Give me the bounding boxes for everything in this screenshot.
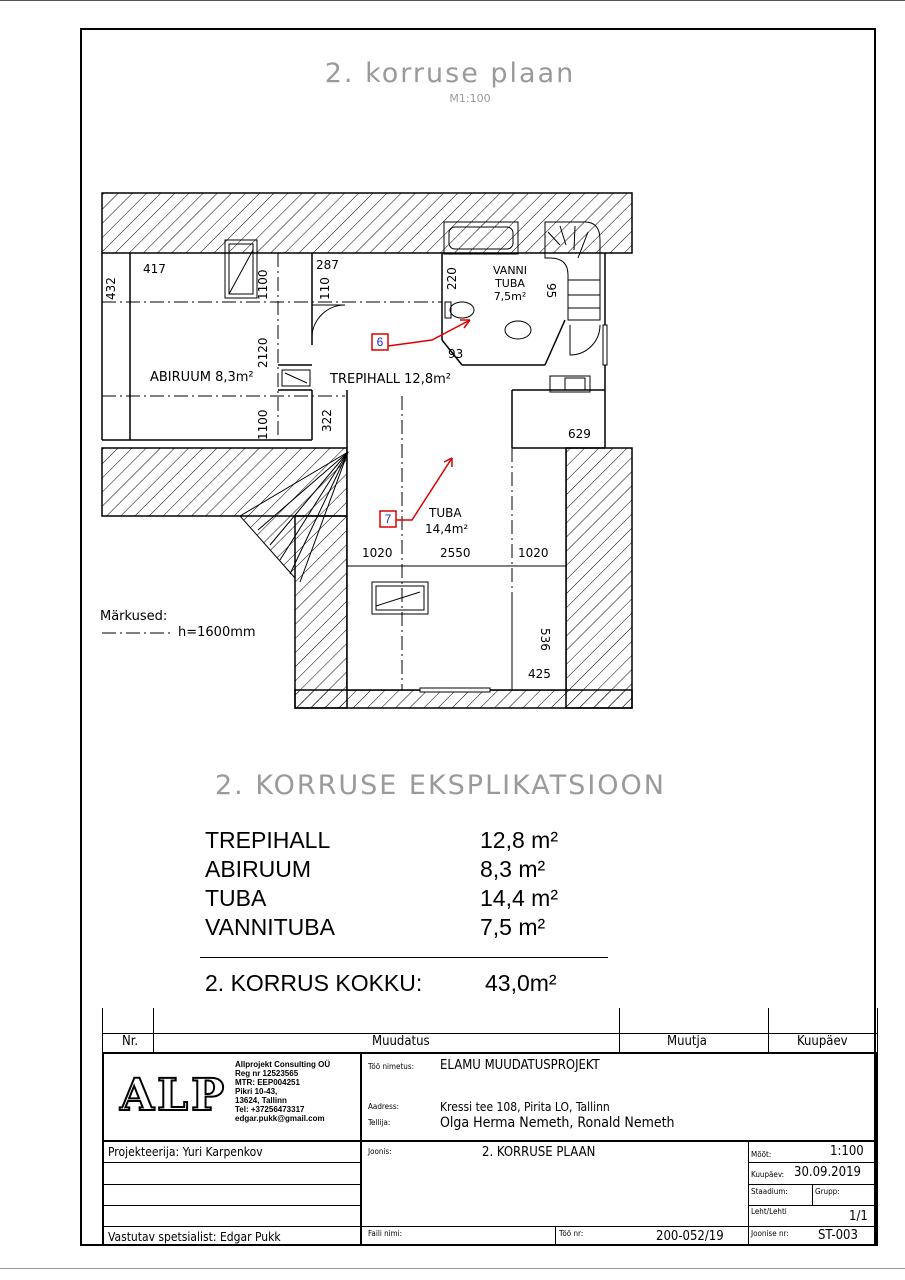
client: Olga Herma Nemeth, Ronald Nemeth (440, 1115, 675, 1131)
dim-432: 432 (104, 277, 118, 300)
room-vannituba-name2: TUBA (495, 277, 525, 290)
roof-hatch-bottom (295, 690, 632, 708)
row-area: 14,4 m² (480, 885, 558, 911)
sheet-value: 1/1 (849, 1209, 868, 1224)
dim-417: 417 (143, 262, 166, 276)
roof-hatch-left (102, 448, 347, 708)
window-right (603, 325, 607, 365)
revision-table (102, 1008, 878, 1052)
remarks-title: Märkused: (100, 609, 168, 624)
marker-7-label: 7 (384, 512, 392, 526)
dim-425: 425 (528, 667, 551, 681)
company-reg: Reg nr 12523565 (235, 1069, 299, 1078)
company-email: edgar.pukk@gmail.com (235, 1114, 325, 1123)
dim-95: 95 (544, 283, 558, 299)
rev-line-top (102, 1008, 103, 1052)
dim-536: 536 (538, 628, 552, 651)
room-abiruum-name: ABIRUUM (150, 370, 211, 385)
tb-vsep2 (748, 1140, 749, 1244)
company-logo: ALP (120, 1070, 228, 1121)
explication-divider (200, 957, 608, 958)
date-value: 30.09.2019 (794, 1165, 861, 1180)
page-bottom-edge (0, 1268, 905, 1269)
rev-nr: Nr. (122, 1034, 139, 1049)
door-abiruum (312, 305, 345, 340)
explication-total (205, 970, 557, 997)
room-trepihall (330, 372, 451, 387)
roof-hatch-right (566, 448, 632, 708)
rev-sep2 (619, 1008, 620, 1052)
explication-title: 2. KORRUSE EKSPLIKATSIOON (215, 770, 666, 801)
rev-hline (102, 1033, 878, 1034)
dim-220: 220 (445, 267, 459, 290)
group-label: Grupp: (815, 1187, 840, 1196)
rev-changer: Muutja (667, 1034, 707, 1049)
sink-symbol (505, 321, 531, 339)
tb-hsep6 (748, 1162, 876, 1163)
company-mtr: MTR: EEP004251 (235, 1078, 300, 1087)
drawing-no: ST-003 (818, 1228, 858, 1243)
work-name-label: Töö nimetus: (368, 1062, 414, 1071)
dim-2550: 2550 (440, 546, 471, 560)
room-trepihall-name: TREPIHALL (330, 372, 401, 387)
drawing-no-label: Joonise nr: (751, 1229, 789, 1238)
room-vannituba-area: 7,5m² (493, 290, 527, 303)
plan-scale: M1:100 (449, 92, 491, 105)
job-label: Töö nr: (559, 1229, 584, 1238)
explication-row (205, 913, 558, 942)
marker-6-label: 6 (376, 335, 384, 349)
fireplace-symbol (282, 370, 310, 386)
page-title: 2. korruse plaan (324, 58, 576, 89)
dim-1100a: 1100 (256, 269, 270, 300)
dim-322: 322 (320, 409, 334, 432)
responsible: Vastutav spetsialist: Edgar Pukk (108, 1230, 281, 1244)
tb-hsep2 (104, 1162, 360, 1163)
drawing-label: Joonis: (368, 1147, 392, 1156)
rev-change: Muudatus (372, 1034, 430, 1049)
designer: Projekteerija: Yuri Karpenkov (108, 1145, 263, 1159)
row-name: TREPIHALL (205, 827, 331, 853)
company-tel: Tel: +37256473317 (235, 1105, 305, 1114)
address: Kressi tee 108, Pirita LO, Tallinn (440, 1100, 610, 1114)
explication-row (205, 884, 558, 913)
company-city: 13624, Tallinn (235, 1096, 287, 1105)
client-label: Tellija: (368, 1118, 391, 1127)
date-label: Kuupäev: (751, 1170, 785, 1179)
title-block (102, 1052, 878, 1246)
room-abiruum-area: 8,3m² (215, 370, 254, 385)
dim-287: 287 (316, 258, 339, 272)
row-area: 12,8 m² (480, 827, 558, 853)
scale-label: Mõõt: (751, 1150, 772, 1159)
rev-sep1 (153, 1008, 154, 1052)
rev-sep3 (768, 1008, 769, 1052)
work-name: ELAMU MUUDATUSPROJEKT (440, 1058, 600, 1073)
room-vannituba-name1: VANNI (492, 264, 528, 277)
stage-label: Staadium: (751, 1187, 788, 1196)
explication-row (205, 826, 558, 855)
stage-sep (812, 1184, 813, 1205)
company-street: Pikri 10-43, (235, 1087, 278, 1096)
row-name: TUBA (205, 885, 267, 911)
tb-hsep1 (104, 1140, 876, 1142)
row-area: 7,5 m² (480, 914, 546, 940)
explication-row (205, 855, 558, 884)
dim-629: 629 (568, 427, 591, 441)
rev-date: Kuupäev (797, 1034, 848, 1049)
job-value: 200-052/19 (656, 1229, 724, 1244)
address-label: Aadress: (368, 1102, 400, 1111)
row-name: ABIRUUM (205, 856, 312, 882)
explication-table (205, 826, 558, 942)
sheet-label: Leht/Lehti (751, 1207, 787, 1216)
tb-vsep3 (555, 1226, 556, 1244)
tb-hsep8 (748, 1205, 876, 1206)
roof-hatch-top (102, 193, 632, 253)
row-name: VANNITUBA (205, 914, 335, 940)
dim-1020b: 1020 (518, 546, 549, 560)
rev-sep4 (877, 1008, 878, 1052)
dim-1020a: 1020 (362, 546, 393, 560)
tb-vsep1 (360, 1054, 362, 1244)
tb-hsep4 (104, 1205, 360, 1206)
dim-2120: 2120 (256, 337, 270, 368)
company-info (235, 1060, 330, 1123)
dim-110: 110 (318, 277, 332, 300)
remarks-legend: h=1600mm (178, 625, 256, 640)
total-value: 43,0m² (485, 970, 557, 996)
file-label: Faili nimi: (368, 1229, 403, 1238)
dim-1100b: 1100 (256, 409, 270, 440)
scale-value: 1:100 (830, 1144, 864, 1159)
total-label: 2. KORRUS KOKKU: (205, 970, 423, 996)
drawing-title: 2. KORRUSE PLAAN (482, 1145, 596, 1160)
room-tuba-area: 14,4m² (425, 522, 469, 536)
toilet-symbol (445, 302, 474, 318)
row-area: 8,3 m² (480, 856, 546, 882)
tb-hsep5 (104, 1226, 876, 1227)
room-abiruum (150, 370, 254, 385)
room-trepihall-area: 12,8m² (404, 372, 451, 387)
company-name: Allprojekt Consulting OÜ (235, 1060, 331, 1069)
interior (347, 448, 566, 690)
room-tuba-name: TUBA (429, 506, 462, 520)
room-vannituba (488, 264, 532, 303)
door-bath (570, 325, 600, 355)
window-bottom (420, 688, 490, 692)
room-tuba (425, 505, 468, 537)
dim-93: 93 (448, 347, 464, 361)
tb-hsep3 (104, 1184, 360, 1185)
